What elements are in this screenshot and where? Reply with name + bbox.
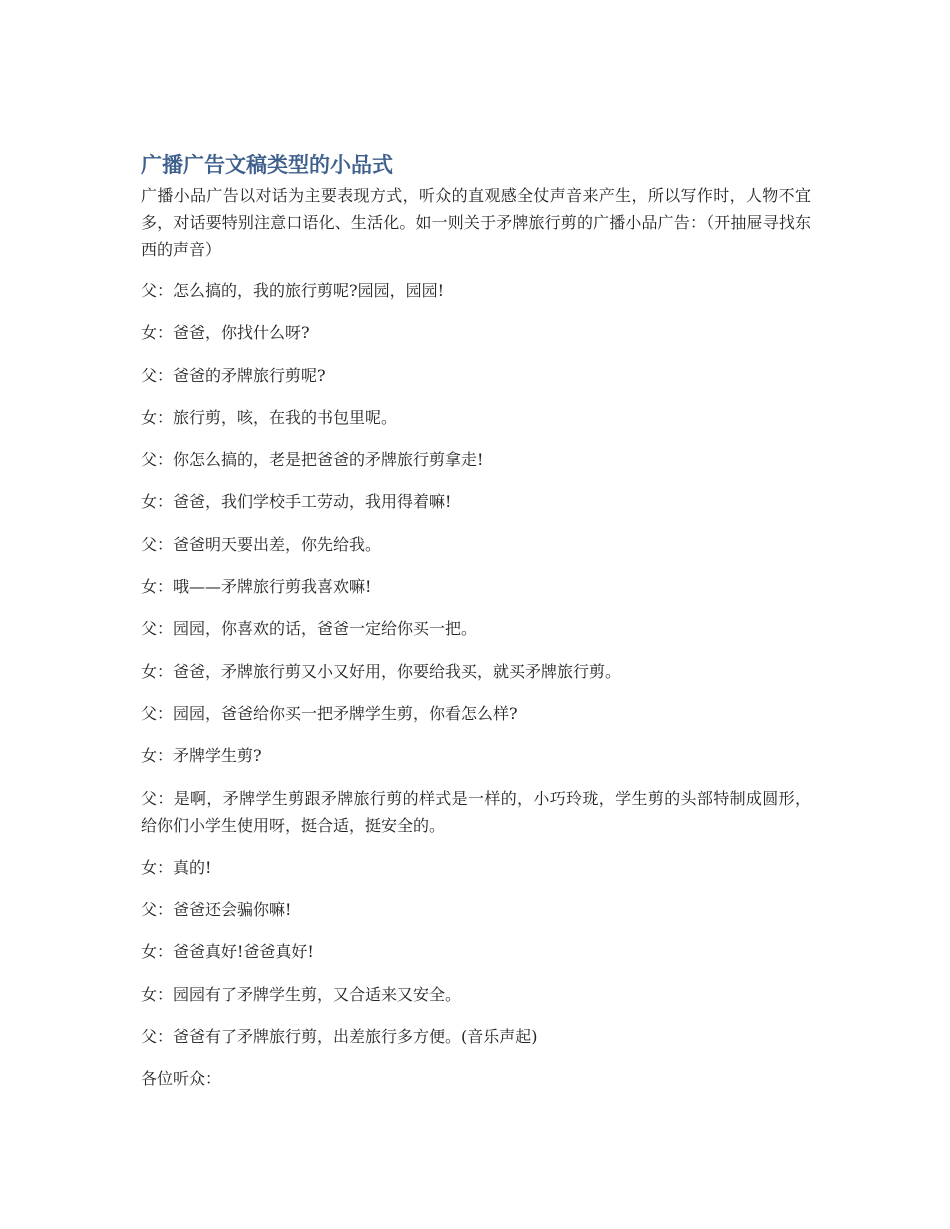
document-title: 广播广告文稿类型的小品式 xyxy=(141,153,393,177)
dialogue-line: 女：真的! xyxy=(141,857,212,877)
dialogue-line: 女：矛牌学生剪? xyxy=(141,746,262,766)
intro-paragraph: 广播小品广告以对话为主要表现方式，听众的直观感全仗声音来产生，所以写作时，人物不宜多，对话要特别注意口语化、生活化。如一则关于矛牌旅行剪的广播小品广告：（开抽屉寻找东西的声音） xyxy=(141,186,811,259)
dialogue-line: 女：爸爸真好!爸爸真好! xyxy=(141,942,314,962)
dialogue-line: 女：旅行剪，咳，在我的书包里呢。 xyxy=(141,407,398,427)
dialogue-line: 父：园园，你喜欢的话，爸爸一定给你买一把。 xyxy=(141,619,478,639)
dialogue-line: 女：爸爸，我们学校手工劳动，我用得着嘛! xyxy=(141,492,452,512)
dialogue-line: 父：你怎么搞的，老是把爸爸的矛牌旅行剪拿走! xyxy=(141,450,484,470)
document-page xyxy=(141,148,811,1108)
dialogue-line: 父：爸爸还会骗你嘛! xyxy=(141,900,292,920)
dialogue-line: 父：爸爸明天要出差，你先给我。 xyxy=(141,534,382,554)
dialogue-line: 父：爸爸的矛牌旅行剪呢? xyxy=(141,365,326,385)
dialogue-line: 父：爸爸有了矛牌旅行剪，出差旅行多方便。(音乐声起) xyxy=(141,1027,538,1047)
dialogue-line: 女：爸爸，你找什么呀? xyxy=(141,323,310,343)
dialogue-line: 女：爸爸，矛牌旅行剪又小又好用，你要给我买，就买矛牌旅行剪。 xyxy=(141,661,622,681)
dialogue-line: 女：园园有了矛牌学生剪，又合适来又安全。 xyxy=(141,984,462,1004)
dialogue-line: 父：怎么搞的，我的旅行剪呢?园园，园园! xyxy=(141,281,445,300)
dialogue-line: 父：园园，爸爸给你买一把矛牌学生剪，你看怎么样? xyxy=(141,703,518,723)
dialogue-line: 女：哦——矛牌旅行剪我喜欢嘛! xyxy=(141,577,372,597)
dialogue-line: 各位听众： xyxy=(141,1069,222,1089)
dialogue-line: 父：是啊，矛牌学生剪跟矛牌旅行剪的样式是一样的，小巧玲珑，学生剪的头部特制成圆形，给你们小学生使用呀，挺合适，挺安全的。 xyxy=(141,788,811,835)
dialogue-list xyxy=(141,277,811,1092)
